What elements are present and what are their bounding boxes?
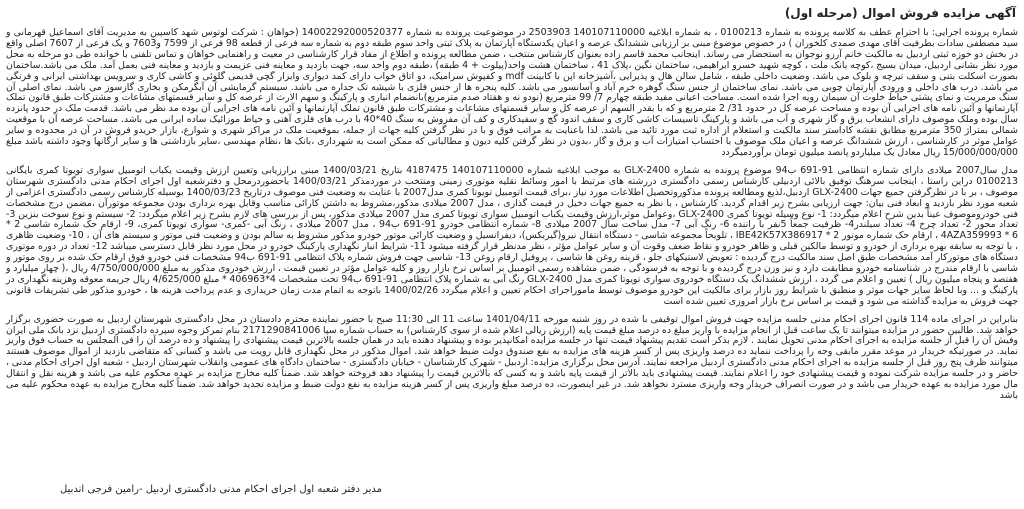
- notice-signature-footer: مدیر دفتر شعبه اول اجرای احکام مدنی دادگستری اردبیل -رامین فرجی اندبیل: [60, 484, 382, 495]
- notice-title: آگهی مزایده فروش اموال (مرحله اول): [784, 6, 1016, 20]
- notice-paragraph-auction-terms: بنابراین در اجرای ماده 114 قانون اجرای احکام مدنی جلسه مزایده جهت فروش اموال توقیفی با شده در روز شنبه مورخه 1401/04/11 ساعت 11 الی 11:30 صبح با حضور نماینده محترم دادستان در محل دادگستری شهرستان اردبیل به صورت حضوری برگزار خواهد شد. طالبین حضور در مزایده میتوانند تا یک ساعت قبل از انجام مزایده با واریز مبلغ ده درصد مبلغ قیمت پایه (ارزش ریالی اعلام شده از سوی کارشناس) به حساب شماره سپا 2171290841006 بنام تمرکز وجوه سپرده دادگستری اردبیل نزد بانک ملی ایران وفیش آن را قبل از جلسه مزایده به اجرای احکام مدنی تحویل نمایند . لازم بذکر است تقدیم پیشنهاد قیمت تنها در جلسه مزایده امکانپذیر بوده و پیشنهاد دهنده باید در همان جلسه بالاترین قیمت پیشنهادی را پیشنهاد و ده درصد آن را فی المجلس به حساب فوق واریز نماید. در صورتیکه خریدار در موعد مقرر مابقی وجه را پرداخت ننماید ده درصد واریزی پس از کسر هزینه های مزایده به نفع صندوق دولت ضبط خواهد شد. اموال مذکور در محل نگهداری قابل رویت می باشد و کسانی که متقاضی بازدید از اموال موصوف هستند میتوانند ظرف پنج روز قبل از جلسه مزایده به اجرای احکام مدنی دادگستری اردبیل مراجعه نمایند. آدرس محل برگزاری مزایده: اردبیل - شهرک کارشناسان - خیابان دادگستری - ساختمان دادگاه های عمومی وانقلاب شهرستان اردبیل - شعبه اول اجرای احکام مدنی ، حاضر و در جلسه مزایده شرکت نموده و قیمت پیشنهادی خود را اعلام نمایند. قیمت پیشنهادی باید بالاتر از قیمت پایه باشد و به کسی که بالاترین قیمت را پیشنهاد دهد فروخته خواهد شد. ضمناً کلیه مخارج مزایده بر عهده محکوم علیه می باشد و هزینه نقل و انتقال مال مورد مزایده به عهده خریدار می باشد و در صورت انصراف خریدار وجه واریزی مسترد نخواهد شد. در غیر اینصورت، ده درصد مبلغ واریزی پس از کسر هزینه مزایده به نفع دولت ضبط و مزایده تجدید خواهد شد. ضمناً کلیه مخارج مزایده به عهده محکوم علیه می باشد: [6, 313, 1019, 401]
- notice-paragraph-property-appraisal: شماره پرونده اجرایی: با احترام عطف به کلاسه پرونده به شماره 0100213 ، به شماره ابلاغیه 140107110000 2503903 در موضوعیت پرونده به شماره 14002292000520377 (خواهان : شرکت لوتوس شهد کاسپین به مدیریت آقای اسماعیل قهرمانی و سید مصطفی سادات بطرفیت آقای مهدی صمدی کلخوران ) در خصوص موضوع مبنی بر ارزیابی ششدانگ عرصه و اعیان یکدستگاه آپارتمان به پلاک ثبتی واحد سوم طبقه دوم به شماره سه فرعی از قطعه 98 فرعی از 7599 و7603 و یک فرعی از 7607 اصلی واقع در بخش دو حوزه ثبتی اردبیل به مالکیت خانم آرزو نوجوان به استحضار می رساند. اینجانب محمد قاسم زاده بعنوان کارشناس منتخب ، ضمن مطالعه پرونده و اطلاع از مفاد قرار کارشناسی در معیت و راهنمایی خواهان و تماس تلفنی با خوانده طی دو مرحله به محل مورد نظر بشانی اردبیل، میدان بسیج ،کوچه بانک ملت ، کوچه شهید خسرو ابراهیمی، ساختمان نگین ،پلاک 41 ، ساختمان هشت واحد(پیلوت + 4 طبقه) ،طبقه دوم واحد سه، جهت بازدید و معاینه فنی عزیمت و بازدید و معاینه فنی بعمل آمد. ملک می باشد.ساختمان بصورت اسکلت بتنی و سقف تیرچه و بلوک می باشد. وضعیت داخلی طبقه ، شامل سالن هال و پذیرایی ،آشپزخانه اپن با کابینت mdf و کفپوش سرامیک، دو اتاق خواب دارای کمد دیواری وابزار گچی قدیمی گلوئی و کاشی کاری و سرویس بهداشتی ایرانی و فرنگی می باشد. درب های داخلی و ورودی آپارتمان چوبی می باشد. نمای ساختمان از جنس سنگ گوهره خرم آباد و آسانسور می باشد. کلیه پنجره ها از جنس فلزی با شیشه تک جداره می باشد. سیستم گرمایشی آن آبگرمکن و بخاری گازسوز می باشد. نمای اصلی آن سنگ مرمریت و نمای پشتی حیاط خلوت آن سیمان رویه اجرا شده است. مساحت اعیانی مفید طبقه چهارم 7/ 99 مترمربع (نودو نه و هفتاد صدم مترمربع)بانضمام انباری و پارکینگ و سهم الارث از عرصه کل و سایر قسمتهای مشاعات و مشترکات طبق قانون تملک آپارتمانها و آئین نامه های اجرایی آن بوده و مساحت عرصه کل در حدود 31/ 2 مترمربع و که با بقدر السهم از عرصه کل و سایر قسمتهای مشاعات و مشترکات طبق قانون تملک آپارتمانها و آئین نامه های اجرایی آن بوده مد نظر می باشد. قدمت ملک در حدود پانزده سال بوده وملک موصوف دارای انشعاب برق و گاز شهری و آب می باشد و پارکینگ تاسیسات کاشی کاری و سقف اندود گچ و سفیدکاری و کف آن مفروش به سنگ 40*40 با درب های فلزی آهنی و حیاط موزائیک ساده ایرانی می باشد. مساحت عرصه آن با موقعیت شمالی بمتراژ 350 مترمربع مطابق نقشه کاداستر سند مالکیت و استعلام از اداره ثبت مورد تائید می باشد. لذا باعنایت به مراتب فوق و با در نظر گرفتن کلیه جهات از جمله، بموقعیت ملک در مراکز شهری و شوارع، بازار خریدو فروش در آن در محدوده و سایر عوامل موثر در کارشناسی ، ارزش ششدانگ عرصه و اعیان ملک موصوف با احتساب امتیازات آب و برق و گاز ،بدون در نظر گرفتن کلیه دیون و مطالباتی که ممکن است به شهرداری ،بانک ها ،نظام مهندسی ،سایر بازداشتی ها و سایر ارگانها وجود داشته باشد مبلغ 15/000/000/000 ریال معادل یک میلیاردو پانصد میلیون تومان برآوردمیگردد: [6, 27, 1019, 158]
- notice-paragraph-vehicle-appraisal: مدل سال2007 میلادی دارای شماره انتظامی 91-691 ب94 موضوع پرونده به شماره GLX-2400 به موجب ابلاغیه شماره 140107110000 4187475 بتاریخ 1400/03/21 مبنی برارزیابی وتعیین ارزش وقیمت یکباب اتومبیل سواری تویوتا کمری بایگانی 0100213 دراین راستا ، اینجانب سرهنگ توفیق بالائی اردبیلی کارشناس رسمی دادگستری دررشته های مرتبط با امور وسائط نقلیه موتوری زمینی ومنتخب در موردمذکر 1400/03/21 باحضوردرمحل و دفترشعبه اول اجرای احکام مدنی دادگستری شهرستان موصوف ، بر با در نظرگرفتن جمیع جهات GLX-2400 اردبیل،لذیع ومطالعه پرونده مذکوروتحصیل اطلاعات مورد نیاز ،برای قیمت اتومبیل تویوتا کمری مدل2007 با عنایت به وضعیت فنی موصوف درتاریخ 1400/03/23 بوسیله کارشناس رسمی دادگستری اعزامی از شعبه مورد نظر بازدید و ابعاد فنی بیان: جهت ارزیابی بشرح زیر اقدام گردید. کارشناس ، با نظر به جمیع جهات دخیل در قیمت گذاری ، مدل 2007 میلادی مذکور،مشروط به داشتن کارائی مناسب وقابل بهره برداری بودن مجموعه موتورآن ،مضمن درج مشخصات فنی خودروموصوف عیناً بدین شرح اعلام میگردد: 1- نوع وسیله تویوتا کمری GLX-2400 ،وعوامل موثر،ارزش وقیمت یکباب اتومبیل سواری تویوتا کمری مدل 2007 میلادی مذکور، پس از بررسی های لازم بشرح زیر اعلام میگردد: 2- سیستم و نوع سوخت بنزین 3- تعداد محور 2- تعداد چرخ 4- تعداد سیلندر4- ظرفیت جمعاً 5نفر با راننده 6- رنگ آبی 7- مدل ساخت سال 2007 میلادی 8- شماره انتظامی خودرو 91-691 ب94 ، مدل 2007 میلادی ، رنگ آبی -کمری- سواری تویوتا کمری، 9- ارقام حک شماره شاسی 2 * 4AZA359993 * 6 ، ارقام حک شماره موتور IBE42K57X386917 * 2 ، تلویحاً مجموعه شاسی - دستگاه انتقال نیرو(گیربکس)، دیفرانسیل و وضعیت کارائی موتور خودرو مذکور مشروط به سالم بودن و وضعیت فنی موتور و سیستم های آن ، 10- وضعیت ظاهری ، با توجه به سابقه بهره برداری از خودرو و توسط مالکین قبلی و ظاهر خودرو و نقاط ضعف وقوت آن و سایر عوامل مؤثر ، نظر مدنظر قرار گرفته میشود 11- شرایط انبار نگهداری پارکینگ خودرو در محل مورد نظر قابل دسترسی میباشد 12- تعداد در دوره موتوری دستگاه های موتورکار آمد مشخصات طبق اصل سند مالکیت درج گردیده : تعویض لاستیکهای جلو ، قرینه روغن ها شاسی ، پروفیل ارقام روغن 13- شاسی جهت فروش شماره پلاک انتظامی 91-691 ب94 مشخصات فنی خودرو فوق ارقام حک شده بر روی موتور و شاسی با ارقام مندرج در شناسنامه خودرو مطابقت دارد و نیز وزن درج گردیده و با توجه به فرسودگی ، ضمن مشاهده رسمی اتومبیل بر اساس نرخ بازار روز و کلیه عوامل مؤثر در تعیین قیمت ، ارزش خودروی مذکور به مبلغ 4/750/000/000 ریال ،( چهار میلیارد و هفتصد و پنجاه میلیون ریال ) تعیین و اعلام می گردد ، ارزش ششدانگ یک دستگاه خودروی سواری تویوتا کمری مدل GLX-2400 رنگ آبی به شماره پلاک انتظامی 91-691 ب94 تحت مشخصات 4*406963 * مبلغ 4/625/000 ریال جریمه معوقه وهزینه نگهداری در پارکینگ و ... وبا لحاظ سایر جهات موثر و منطبق با شرایط روز بازار برای مالکیت این خودرو موصوف توسط ماموراجرای احکام تعیین و اعلام میگردد 1400/02/26 باتوجه به اتمام مدت زمان خریداری و عدم پرداخت هزینه ها ، خودرو مذکور طی تشریفات قانونی جهت فروش به مزایده گذاشته می شود و قیمت بر اساس نرخ بازار امروزی تعیین شده است: [6, 164, 1019, 307]
